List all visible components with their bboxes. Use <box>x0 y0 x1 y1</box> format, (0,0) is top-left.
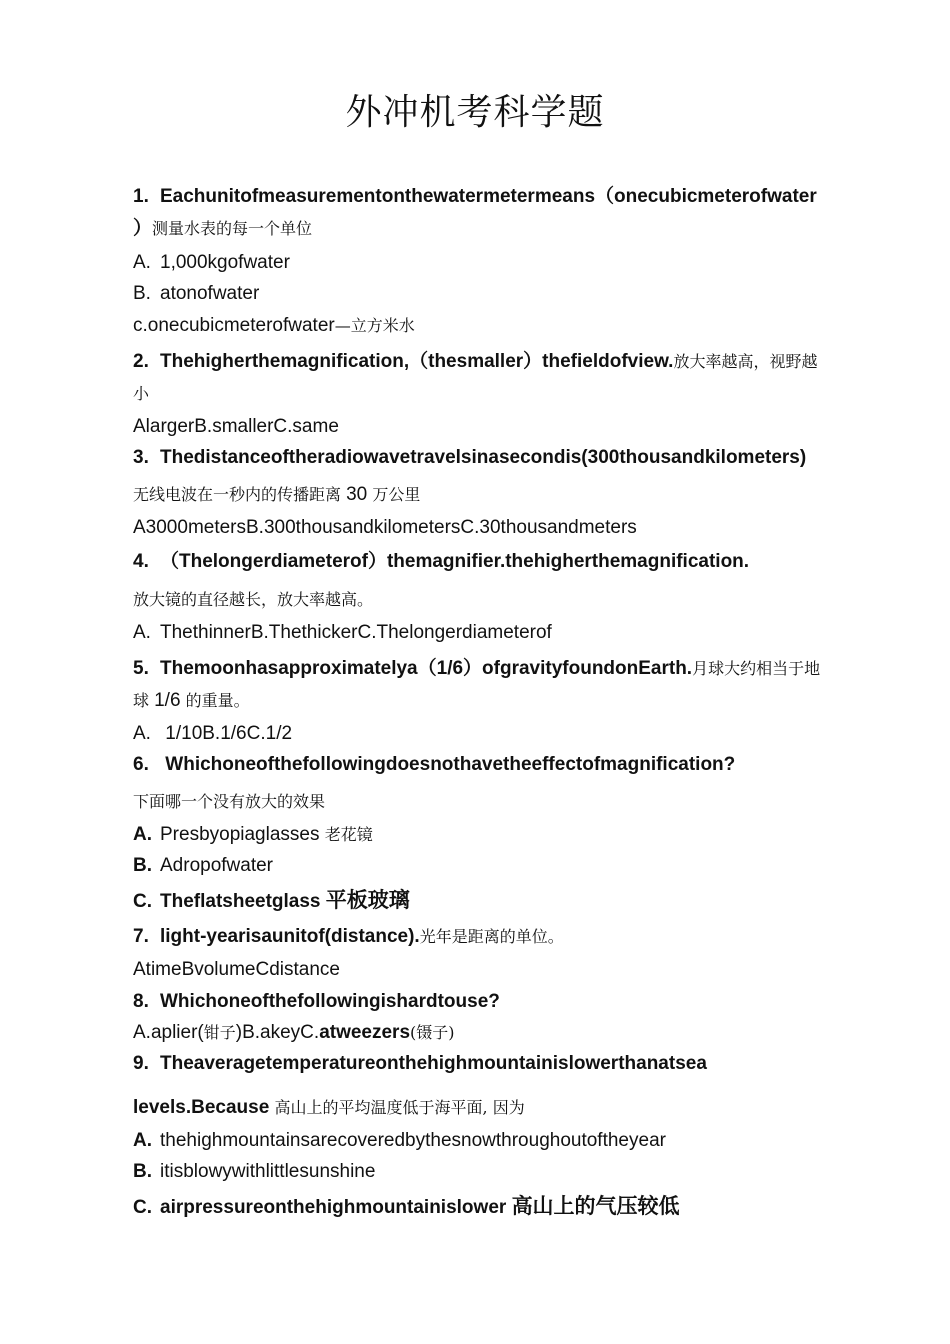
text-run: 1. <box>133 186 149 207</box>
text-run: AlargerB.smallerC.same <box>133 416 339 437</box>
text-run: B. <box>133 1161 152 1182</box>
text-run: AtimeBvolumeCdistance <box>133 959 340 980</box>
text-run: 的重量。 <box>180 691 250 710</box>
text-run: Thehigherthemagnification,（thesmaller）thefieldofview. <box>160 351 674 372</box>
text-run: A3000metersB.300thousandkilometersC.30thousandmeters <box>133 517 637 538</box>
text-line <box>133 619 823 647</box>
text-run: 下面哪一个没有放大的效果 <box>133 792 326 811</box>
text-run: 球 <box>133 691 155 710</box>
text-run: light-yearisaunitof(distance). <box>160 926 420 947</box>
text-run: A. <box>133 622 151 643</box>
text-run: 光年是距离的单位。 <box>419 927 564 946</box>
text-run: 7. <box>133 926 149 947</box>
text-line <box>133 586 823 614</box>
text-run: atweezers <box>319 1022 411 1043</box>
text-run: 无线电波在一秒内的传播距离 <box>133 485 347 504</box>
text-line <box>133 687 823 715</box>
text-line <box>133 886 823 916</box>
text-line <box>133 280 823 308</box>
text-run: Theaveragetemperatureonthehighmountainislowerthanatsea <box>160 1053 707 1074</box>
text-line <box>133 655 823 683</box>
text-run: C. <box>133 1197 152 1218</box>
text-line <box>133 548 823 576</box>
text-line <box>133 1094 823 1122</box>
text-run: 平板玻璃 <box>325 888 410 912</box>
text-run: 6. <box>133 754 149 775</box>
text-run: Adropofwater <box>160 855 274 876</box>
text-run: 2. <box>133 351 149 372</box>
text-run: A. <box>133 252 151 273</box>
text-line <box>133 1158 823 1186</box>
text-run: （Thelongerdiameterof）themagnifier.thehigherthemagnification. <box>160 551 750 572</box>
text-run: A. <box>133 1130 152 1151</box>
text-line <box>133 988 823 1016</box>
text-run: —立方米水 <box>334 316 415 335</box>
text-run: 8. <box>133 991 149 1012</box>
text-line <box>133 1192 823 1222</box>
text-run: 放大镜的直径越长，放大率越高。 <box>133 590 374 609</box>
text-line <box>133 249 823 277</box>
text-run: thehighmountainsarecoveredbythesnowthroughoutoftheyear <box>160 1130 666 1151</box>
text-line <box>133 1019 823 1047</box>
text-run: Whichoneofthefollowingishardtouse? <box>160 991 500 1012</box>
text-run: A.aplier( <box>133 1022 204 1043</box>
text-run: (镊子) <box>410 1023 455 1042</box>
text-run: c.onecubicmeterofwater <box>133 315 335 336</box>
text-run: B. <box>133 855 152 876</box>
text-line <box>133 312 823 340</box>
text-run: 1,000kgofwater <box>160 252 290 273</box>
text-line <box>133 956 823 984</box>
text-run: 测量水表的每一个单位 <box>152 219 313 238</box>
text-run: 钳子 <box>203 1023 236 1042</box>
text-run: 月球大约相当于地 <box>692 659 821 678</box>
text-run: 3. <box>133 447 149 468</box>
text-run: 9. <box>133 1053 149 1074</box>
text-run: Presbyopiaglasses <box>160 824 325 845</box>
text-run: 5. <box>133 658 149 679</box>
text-line <box>133 751 823 779</box>
text-line <box>133 1127 823 1155</box>
text-run: 高山上的平均温度低于海平面, 因为 <box>274 1098 525 1117</box>
text-run: Themoonhasapproximatelya（1/6）ofgravityfoundonEarth. <box>160 658 693 679</box>
text-run: atonofwater <box>160 283 260 304</box>
text-line <box>133 923 823 951</box>
text-run: )B.akeyC. <box>235 1022 320 1043</box>
text-line <box>133 380 823 408</box>
text-run: ） <box>133 218 153 239</box>
text-run: C. <box>133 891 152 912</box>
text-run: 小 <box>133 384 150 403</box>
text-line <box>133 514 823 542</box>
text-line <box>133 215 823 243</box>
text-run: B. <box>133 283 151 304</box>
text-run: 万公里 <box>367 485 421 504</box>
text-run: 30 <box>346 484 368 505</box>
text-line <box>133 1050 823 1078</box>
text-line <box>133 821 823 849</box>
text-run: 放大率越高，视野越 <box>673 352 818 371</box>
text-run: levels.Because <box>133 1097 275 1118</box>
text-line <box>133 852 823 880</box>
text-line <box>133 720 823 748</box>
text-run: Eachunitofmeasurementonthewatermetermeans（onecubicmeterofwater <box>160 186 817 207</box>
text-run: 老花镜 <box>324 825 373 844</box>
text-line <box>133 183 823 211</box>
text-run: Thedistanceoftheradiowavetravelsinasecondis(300thousandkilometers) <box>160 447 807 468</box>
text-line <box>133 348 823 376</box>
page-title: 外冲机考科学题 <box>345 92 605 133</box>
text-run: ThethinnerB.ThethickerC.Thelongerdiameterof <box>160 622 552 643</box>
text-run: 高山上的气压较低 <box>511 1194 680 1218</box>
text-run: airpressureonthehighmountainislower <box>160 1197 512 1218</box>
text-line <box>133 413 823 441</box>
text-run: Whichoneofthefollowingdoesnothavetheeffectofmagnification? <box>160 754 736 775</box>
text-run: 1/6 <box>154 690 181 711</box>
text-line <box>133 444 823 472</box>
text-run: 4. <box>133 551 149 572</box>
text-run: A. <box>133 723 151 744</box>
text-run: Theflatsheetglass <box>160 891 326 912</box>
text-line <box>133 788 823 816</box>
text-run: 1/10B.1/6C.1/2 <box>160 723 293 744</box>
text-line <box>133 481 823 509</box>
text-run: A. <box>133 824 152 845</box>
text-run: itisblowywithlittlesunshine <box>160 1161 376 1182</box>
